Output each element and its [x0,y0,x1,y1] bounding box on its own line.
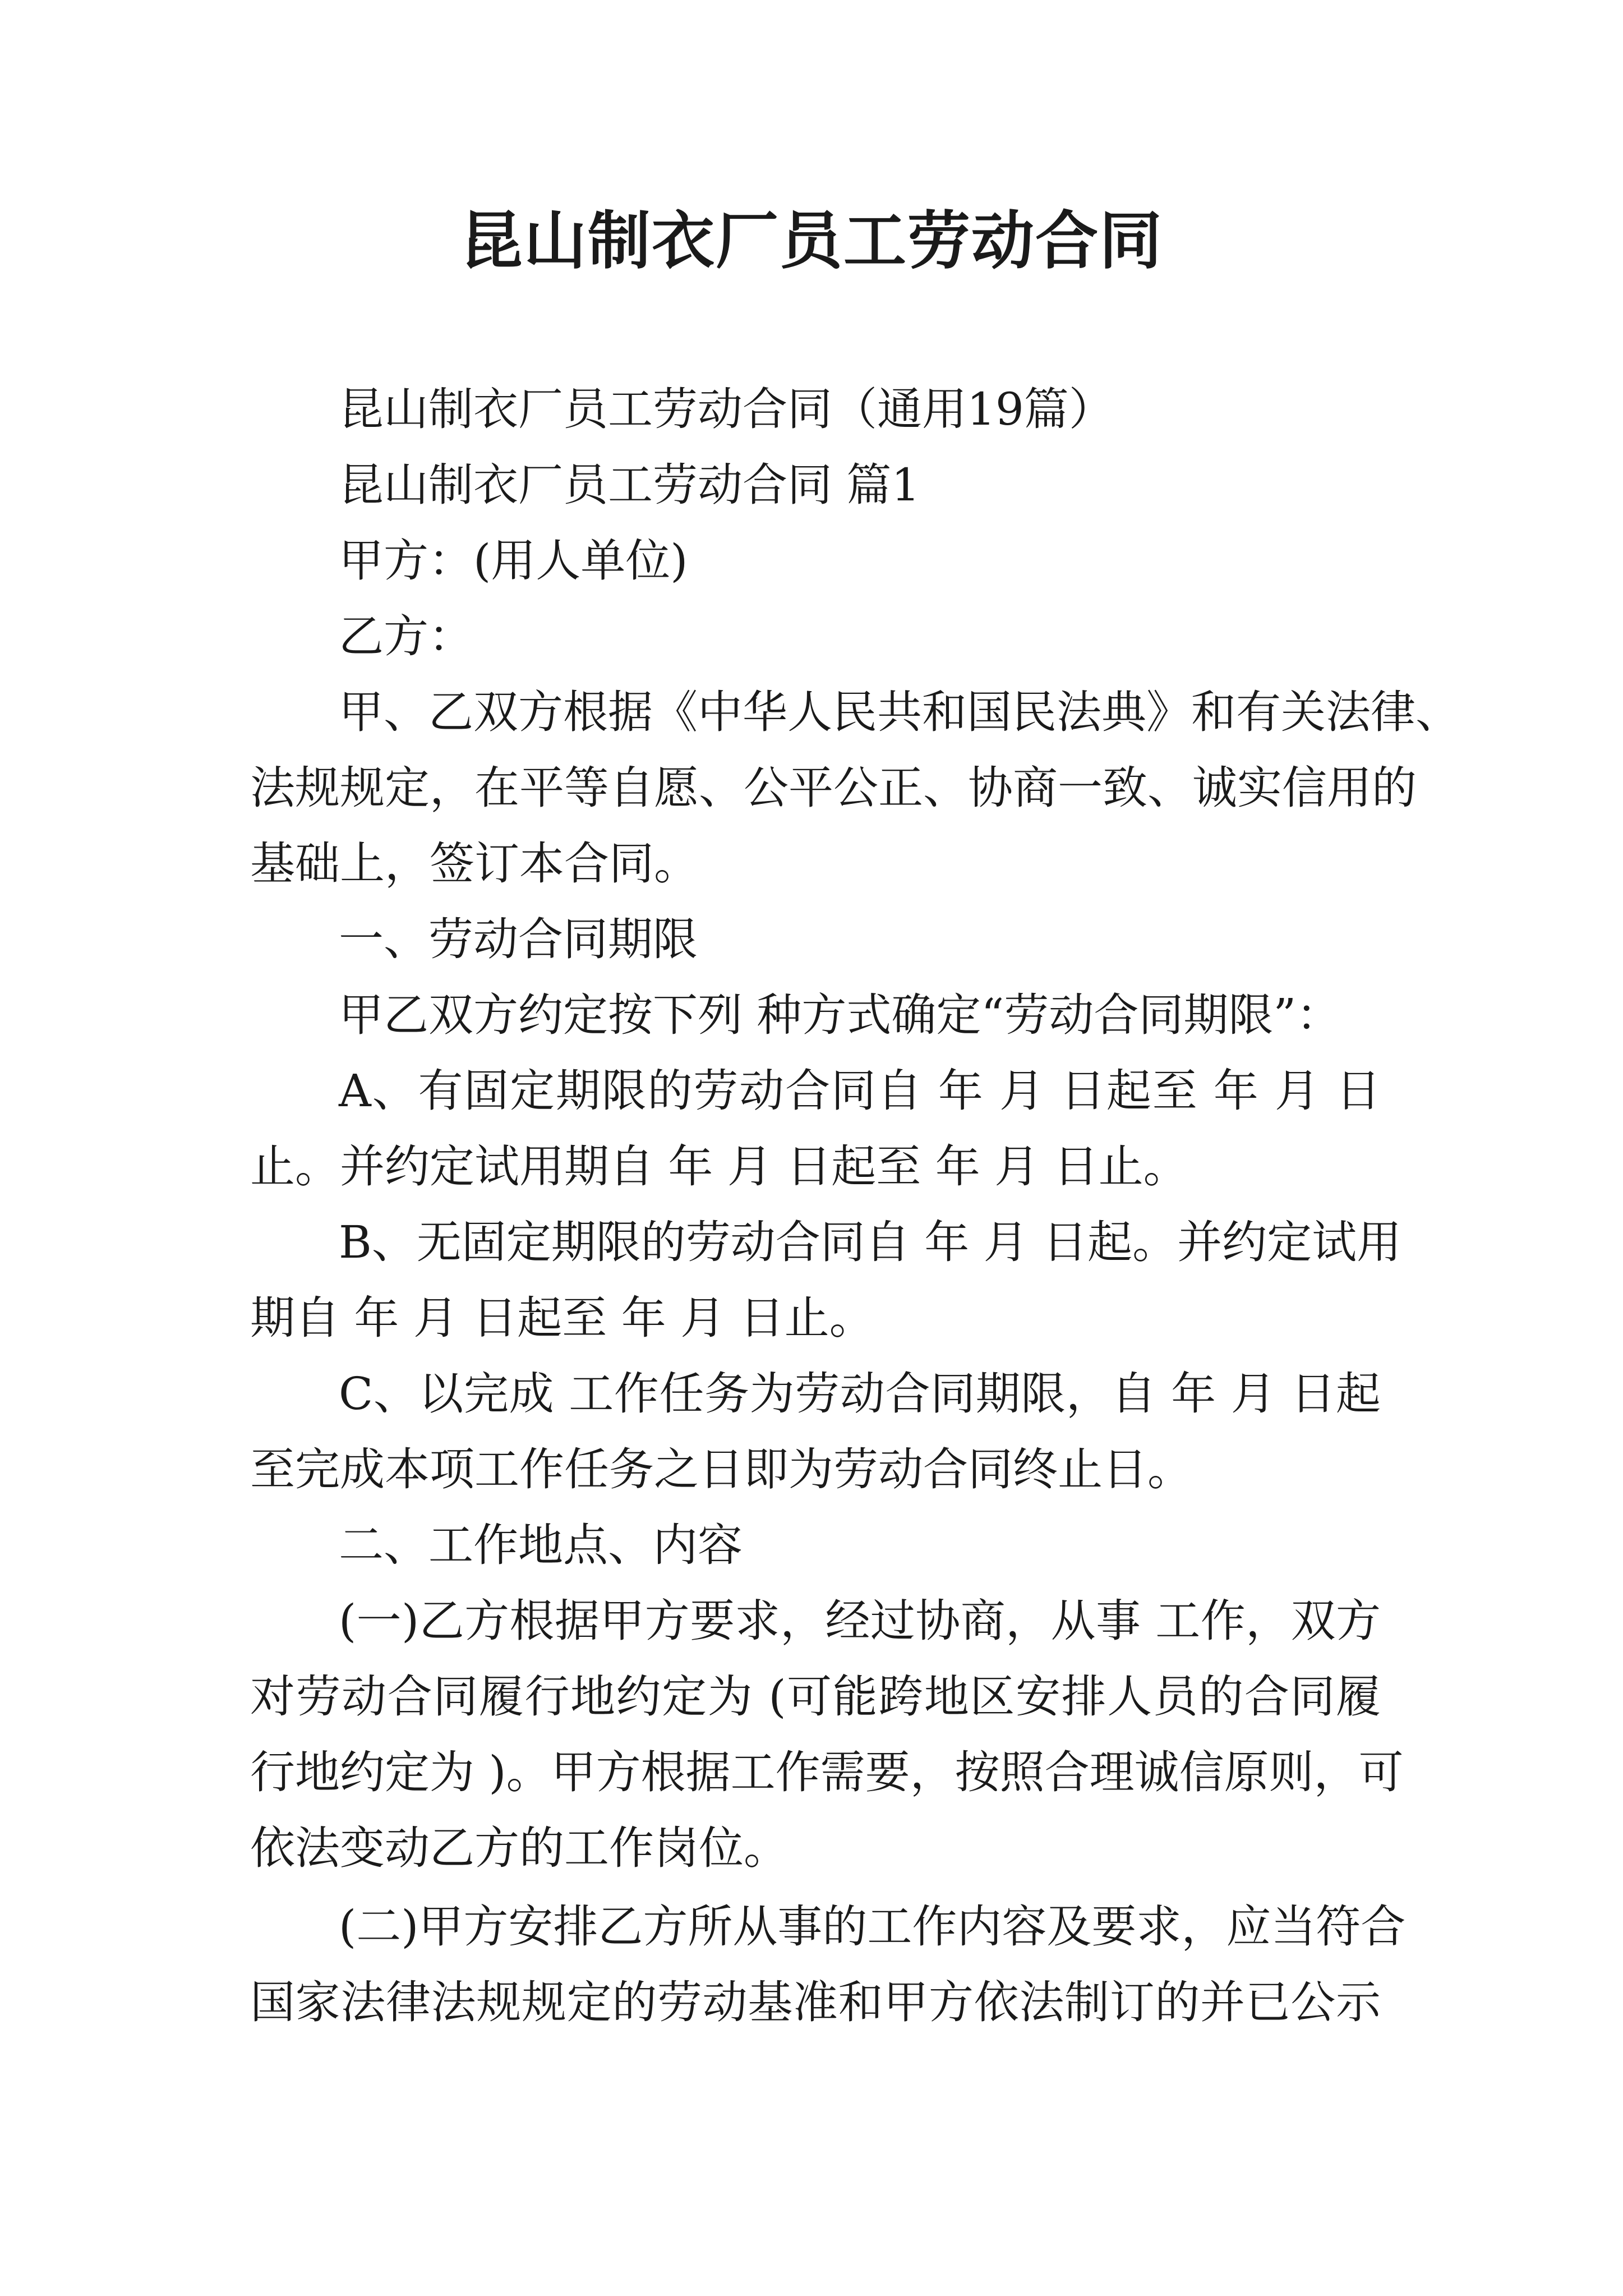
paragraph-line: 行地约定为 )。甲方根据工作需要，按照合理诚信原则，可 [250,1746,1404,1798]
document-title: 昆山制衣厂员工劳动合同 [460,204,1163,278]
paragraph-line: 对劳动合同履行地约定为 (可能跨地区安排人员的合同履 [250,1671,1381,1723]
clause-heading: 一、劳动合同期限 [339,913,698,965]
paragraph-line: B、无固定期限的劳动合同自 年 月 日起。并约定试用 [339,1216,1402,1268]
paragraph-line: (二)甲方安排乙方所从事的工作内容及要求，应当符合 [339,1901,1406,1953]
paragraph-line: 止。并约定试用期自 年 月 日起至 年 月 日止。 [250,1140,1188,1193]
paragraph-line: 基础上，签订本合同。 [250,838,699,890]
paragraph-line: 国家法律法规规定的劳动基准和甲方依法制订的并已公示 [250,1976,1381,2028]
party-b-line: 乙方： [339,610,473,662]
paragraph-line: 甲、乙双方根据《中华人民共和国民法典》和有关法律、 [339,686,1460,738]
section-heading-line: 昆山制衣厂员工劳动合同 篇1 [339,459,920,511]
paragraph-line: 期自 年 月 日起至 年 月 日止。 [250,1292,874,1344]
subtitle-line: 昆山制衣厂员工劳动合同（通用19篇） [339,383,1114,435]
paragraph-line: C、以完成 工作任务为劳动合同期限，自 年 月 日起 [339,1368,1381,1420]
paragraph-line: 甲乙双方约定按下列 种方式确定“劳动合同期限”： [339,989,1341,1041]
party-a-line: 甲方：(用人单位) [339,535,688,587]
paragraph-line: 依法变动乙方的工作岗位。 [250,1822,789,1874]
paragraph-line: 至完成本项工作任务之日即为劳动合同终止日。 [250,1443,1192,1496]
clause-heading: 二、工作地点、内容 [339,1519,743,1571]
paragraph-line: (一)乙方根据甲方要求，经过协商，从事 工作，双方 [339,1595,1381,1647]
paragraph-line: A、有固定期限的劳动合同自 年 月 日起至 年 月 日 [339,1065,1381,1117]
paragraph-line: 法规规定，在平等自愿、公平公正、协商一致、诚实信用的 [250,762,1417,814]
